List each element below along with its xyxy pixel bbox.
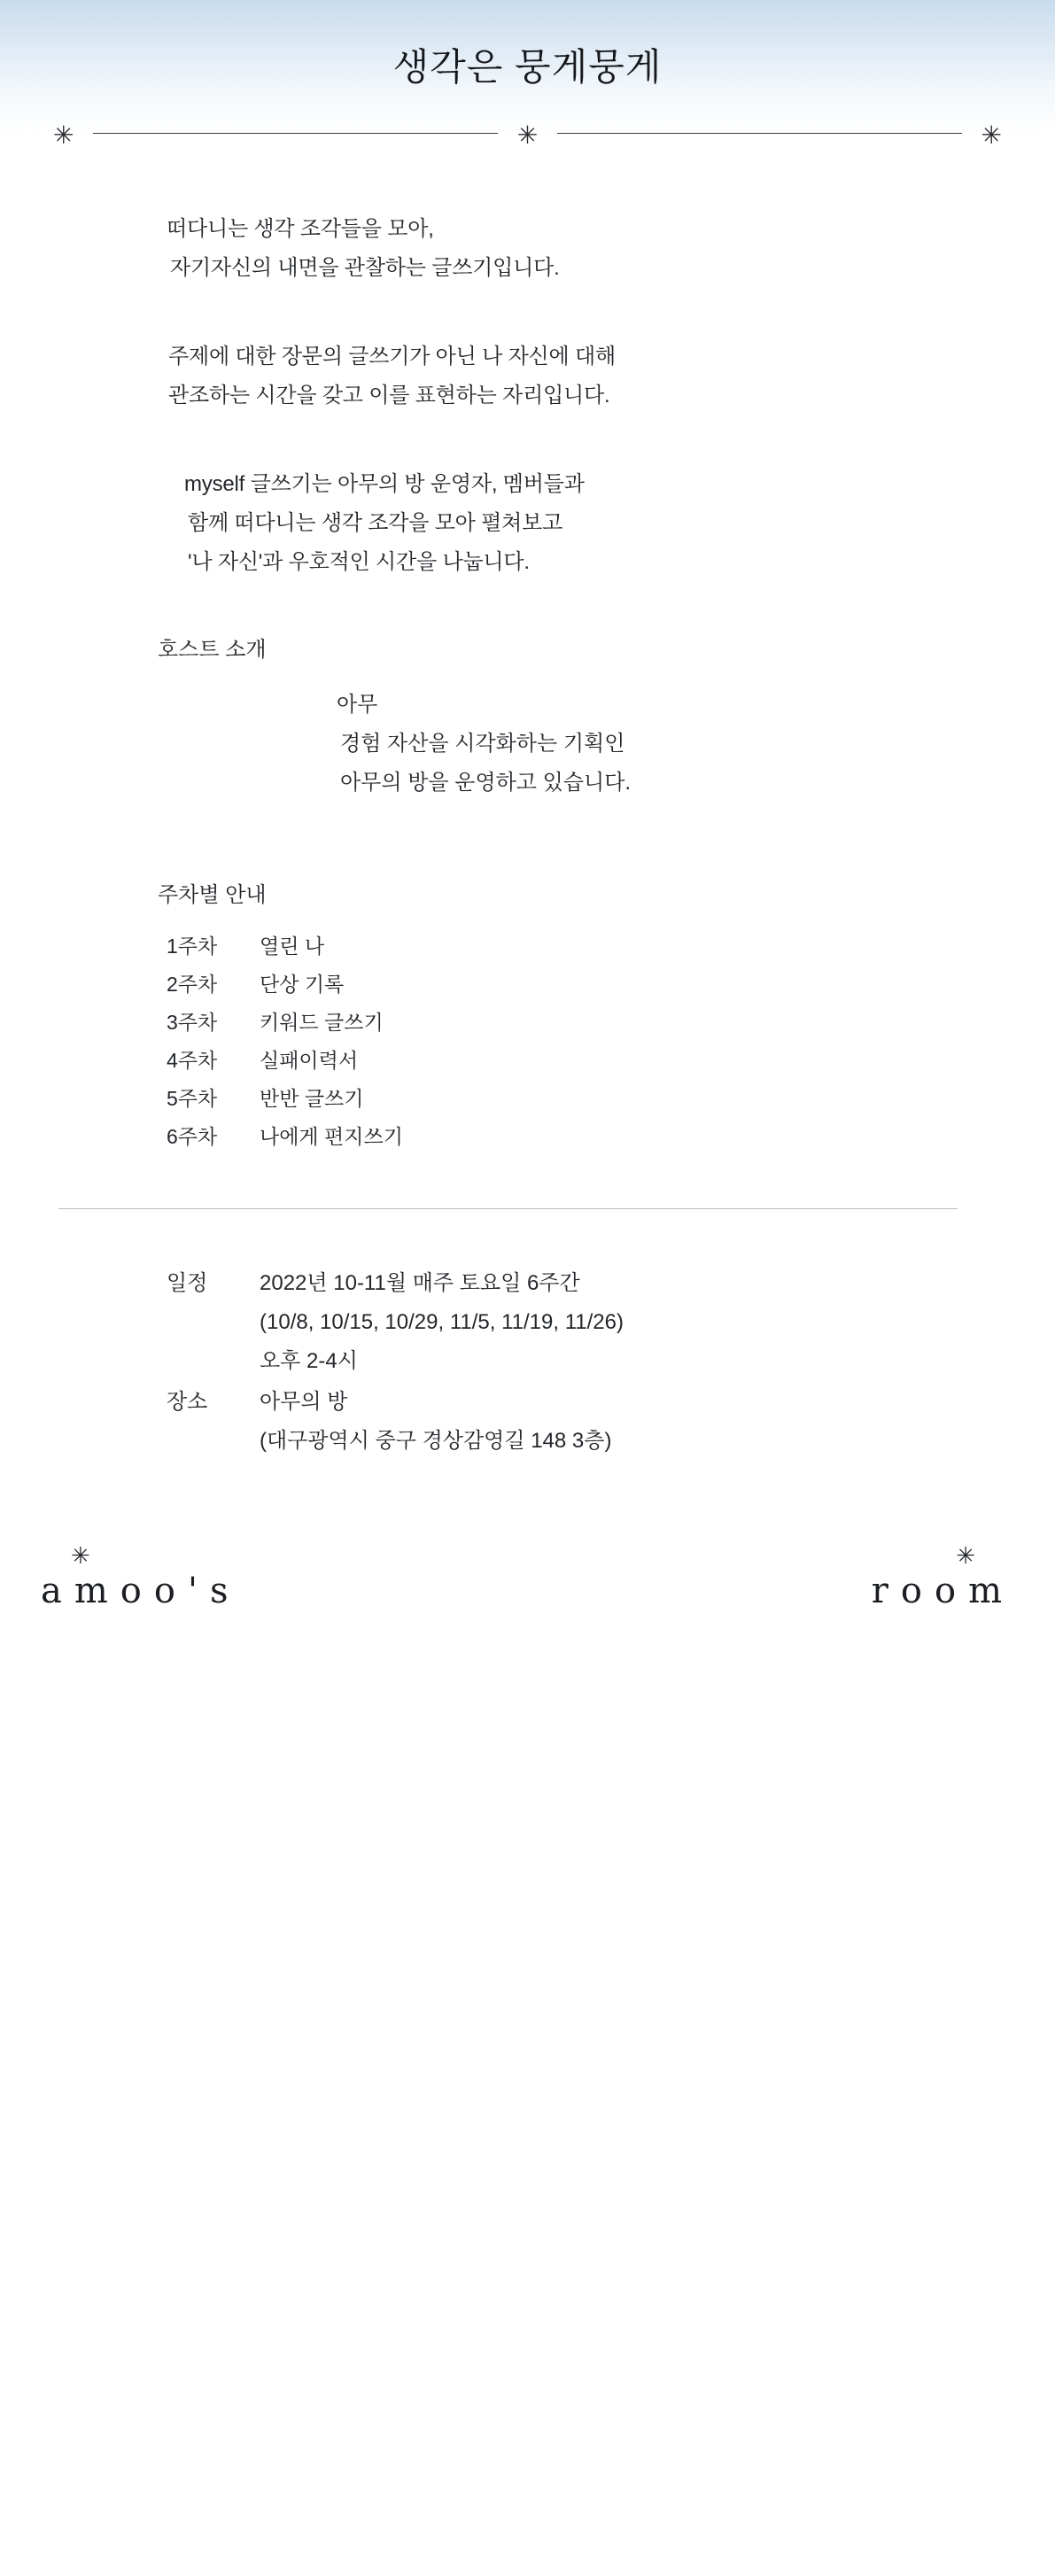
asterisk-icon: ✳ bbox=[956, 1541, 975, 1569]
week-topic: 반반 글쓰기 bbox=[260, 1086, 364, 1110]
place-line: (대구광역시 중구 경상감영길 148 3층) bbox=[260, 1428, 612, 1453]
week-number: 2주차 bbox=[167, 972, 218, 996]
week-number: 6주차 bbox=[167, 1124, 218, 1148]
host-section-body bbox=[0, 686, 1055, 803]
week-number: 1주차 bbox=[167, 934, 218, 958]
week-number: 5주차 bbox=[167, 1086, 218, 1110]
section-divider bbox=[58, 1208, 958, 1209]
week-topic: 나에게 편지쓰기 bbox=[260, 1124, 403, 1148]
week-topic: 열린 나 bbox=[260, 934, 325, 958]
intro-paragraph-1-line: 떠다니는 생각 조각들을 모아, bbox=[167, 216, 434, 241]
intro-paragraph-2 bbox=[167, 338, 958, 415]
intro-block bbox=[0, 210, 1055, 582]
decorative-divider bbox=[0, 120, 1055, 149]
event-info-block bbox=[0, 1264, 1055, 1461]
place-value bbox=[260, 1383, 611, 1461]
schedule-line: (10/8, 10/15, 10/29, 11/5, 11/19, 11/26) bbox=[260, 1309, 624, 1334]
intro-paragraph-2-line: 관조하는 시간을 갖고 이를 표현하는 자리입니다. bbox=[168, 383, 610, 407]
list-item bbox=[167, 929, 1055, 963]
brand-wordmark bbox=[41, 1571, 1014, 1611]
place-row bbox=[167, 1383, 1055, 1461]
divider-rule-left bbox=[93, 133, 497, 134]
list-item bbox=[167, 1044, 1055, 1077]
intro-paragraph-2-line: 주제에 대한 장문의 글쓰기가 아닌 나 자신에 대해 bbox=[168, 344, 616, 369]
week-topic: 키워드 글쓰기 bbox=[260, 1010, 384, 1034]
intro-paragraph-3 bbox=[167, 465, 958, 582]
host-line: 아무의 방을 운영하고 있습니다. bbox=[340, 770, 632, 795]
host-line: 경험 자산을 시각화하는 기획인 bbox=[340, 731, 625, 756]
weekly-section-heading: 주차별 안내 bbox=[158, 882, 267, 907]
weekly-list bbox=[0, 929, 1055, 1153]
list-item bbox=[167, 1082, 1055, 1115]
host-line: 아무 bbox=[337, 692, 378, 717]
schedule-line: 오후 2-4시 bbox=[260, 1348, 358, 1373]
list-item bbox=[167, 967, 1055, 1001]
place-label: 장소 bbox=[167, 1389, 208, 1414]
week-number: 4주차 bbox=[167, 1048, 218, 1072]
schedule-value bbox=[260, 1264, 624, 1381]
host-section-heading: 호스트 소개 bbox=[158, 637, 267, 662]
week-topic: 실패이력서 bbox=[260, 1048, 359, 1072]
place-line: 아무의 방 bbox=[260, 1389, 348, 1414]
brand-right-text: room bbox=[871, 1570, 1014, 1611]
divider-rule-right bbox=[557, 133, 961, 134]
footer bbox=[0, 1542, 1055, 1675]
asterisk-icon: ✳ bbox=[516, 120, 539, 149]
intro-paragraph-3-line: '나 자신'과 우호적인 시간을 나눕니다. bbox=[188, 549, 530, 574]
intro-paragraph-1 bbox=[167, 210, 958, 288]
asterisk-icon: ✳ bbox=[71, 1541, 90, 1569]
brand-left-text: amoo's bbox=[41, 1570, 241, 1611]
schedule-row bbox=[167, 1264, 1055, 1381]
list-item bbox=[167, 1005, 1055, 1039]
schedule-line: 2022년 10-11월 매주 토요일 6주간 bbox=[260, 1270, 580, 1295]
week-number: 3주차 bbox=[167, 1010, 218, 1034]
intro-paragraph-3-line: myself 글쓰기는 아무의 방 운영자, 멤버들과 bbox=[184, 471, 585, 496]
asterisk-icon: ✳ bbox=[53, 120, 74, 149]
week-topic: 단상 기록 bbox=[260, 972, 345, 996]
page-title: 생각은 뭉게뭉게 bbox=[392, 46, 663, 88]
asterisk-icon: ✳ bbox=[981, 120, 1002, 149]
intro-paragraph-1-line: 자기자신의 내면을 관찰하는 글쓰기입니다. bbox=[170, 255, 560, 280]
list-item bbox=[167, 1120, 1055, 1153]
intro-paragraph-3-line: 함께 떠다니는 생각 조각을 모아 펼쳐보고 bbox=[188, 510, 563, 535]
schedule-label: 일정 bbox=[167, 1270, 208, 1295]
